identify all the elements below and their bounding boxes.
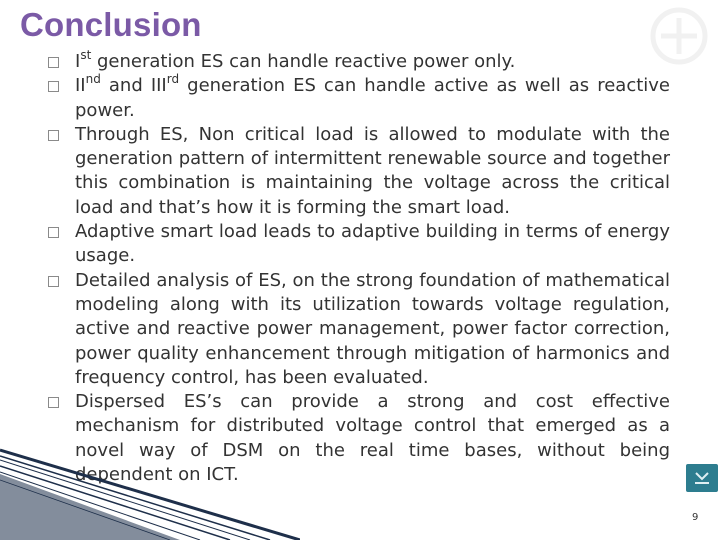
bullet-item	[48, 123, 670, 220]
slide-nav-icon[interactable]	[686, 464, 718, 492]
bullet-text: Through ES, Non critical load is allowed to modulate with the generation pattern of intermittent renewable source and together this combination is maintaining the voltage across the critical load and that’s how it is forming the smart load.	[75, 123, 670, 218]
bullet-item	[48, 74, 670, 123]
bullet-text: Adaptive smart load leads to adaptive building in terms of energy usage.	[75, 221, 670, 267]
bullet-marker-icon	[48, 227, 59, 238]
superscript: rd	[166, 72, 180, 87]
bullet-marker-icon	[48, 81, 59, 92]
bullet-item	[48, 269, 670, 390]
bullet-prefix: II	[75, 75, 86, 97]
bullet-marker-icon	[48, 397, 59, 408]
superscript: nd	[85, 72, 101, 87]
bullet-marker-icon	[48, 130, 59, 141]
bullet-marker-icon	[48, 276, 59, 287]
bullet-text: generation ES can handle reactive power only.	[91, 51, 516, 72]
superscript: st	[80, 48, 92, 62]
bullet-item	[48, 50, 670, 74]
bullet-text: Dispersed ES’s can provide a strong and cost effective mechanism for distributed voltage control that emerged as a novel way of DSM on the real time bases, without being dependent on ICT.	[75, 391, 670, 486]
bullet-item	[48, 220, 670, 269]
bullet-text: generation ES can handle active as well as reactive power.	[75, 75, 670, 121]
bullet-marker-icon	[48, 57, 59, 68]
page-number: 9	[692, 512, 699, 523]
bullet-text: Detailed analysis of ES, on the strong foundation of mathematical modeling along with its utilization towards voltage regulation, active and reactive power management, power factor correction, power quality enhancement through mitigation of harmonics and frequency control, has been evaluated.	[75, 269, 670, 388]
nav-glyph-icon	[686, 464, 718, 492]
bullet-text-mid: and III	[100, 75, 167, 97]
slide-title: Conclusion	[20, 6, 202, 43]
corner-decoration	[0, 420, 300, 540]
bullet-prefix: I	[75, 51, 81, 72]
